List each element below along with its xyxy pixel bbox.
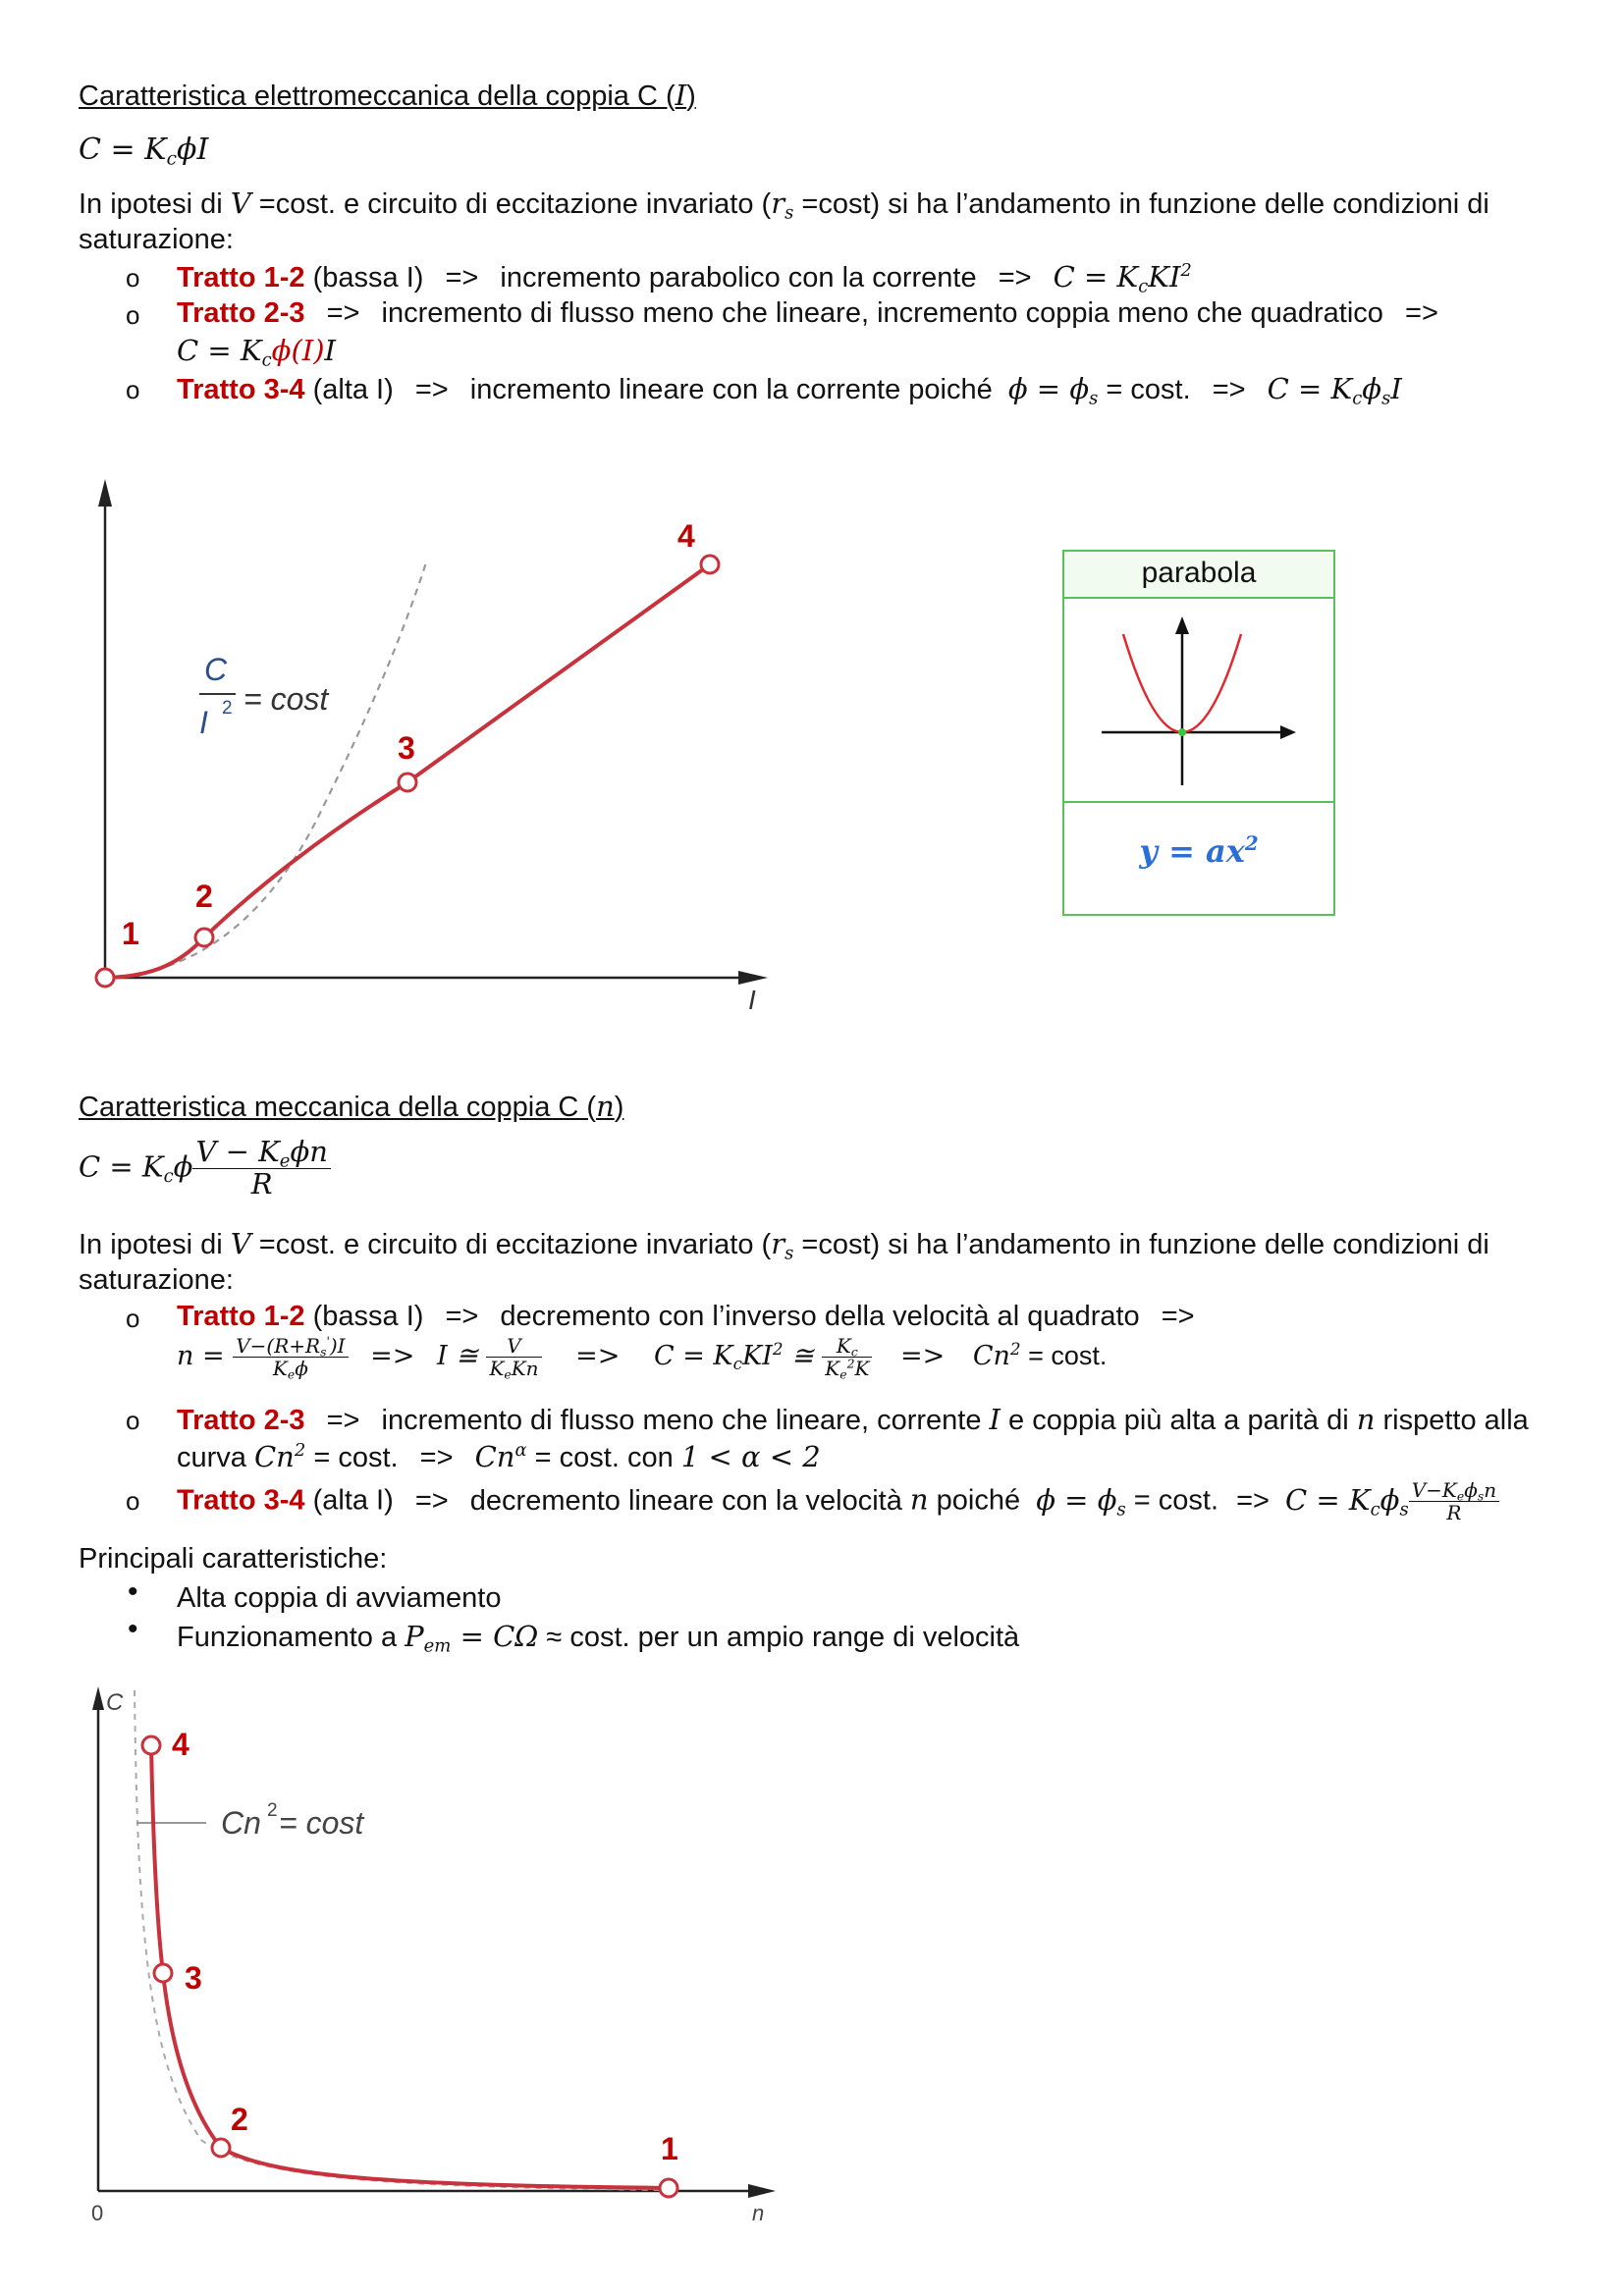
feature-2: Funzionamento a $P_{em} = C\Omega \approx \cos t$. per un ampio range di velocità	[177, 1620, 1020, 1657]
annot-exp: 2	[267, 1800, 278, 1821]
annot-num: C	[204, 652, 228, 687]
s2-item-1-formula: n = $\frac{V-(R+R_s')I}{K_e\phi}$ => I ≅ $\frac{V}{K_eKn}$ => $C = K_cKI^2$ ≅ $\frac{K_c}{K_e^2K}$ => $Cn^2 = \cos t$.	[177, 1333, 1108, 1382]
bullet-o: o	[126, 263, 140, 293]
bullet-dot: •	[128, 1575, 138, 1608]
bullet-o: o	[126, 1486, 140, 1516]
annot-eq: = cost	[243, 681, 329, 717]
s2-item-2-line2: curva $Cn^2 = \cos t$. => $Cn^\alpha = \cos t$. con 1 < α < 2	[177, 1440, 821, 1473]
parabola-title: parabola	[1064, 552, 1333, 599]
x-axis-2-arrow	[748, 2184, 776, 2198]
bullet-o: o	[126, 1406, 140, 1435]
label-3: 3	[185, 1960, 202, 1996]
s2-item-1: Tratto 1-2 (bassa I) => decremento con l’inverso della velocità al quadrato =>	[177, 1301, 1195, 1332]
label-1: 1	[122, 916, 139, 951]
section1-intro-line1: In ipotesi di V =cost. e circuito di eccitazione invariato $(r_s =\cos t)$ si ha l’andamento in funzione delle condizioni di	[79, 187, 1489, 224]
label-1: 1	[661, 2131, 678, 2166]
hyperbola-dashed	[135, 1690, 668, 2190]
x-axis-2-label: n	[752, 2201, 765, 2225]
section2-intro-line2: saturazione:	[79, 1264, 234, 1296]
features-title: Principali caratteristiche:	[79, 1543, 388, 1575]
label-4: 4	[677, 518, 695, 554]
annot-cn: Cn	[221, 1805, 261, 1841]
point-3	[154, 1964, 172, 1982]
s1-item-2-formula: $C = K_c\phi(I)I$	[177, 334, 336, 371]
annot-den: I	[199, 705, 208, 740]
bullet-o: o	[126, 300, 140, 330]
label-4: 4	[172, 1727, 189, 1762]
annot-den-exp: 2	[222, 698, 233, 719]
parabola-equation: $y = ax^2$	[1139, 831, 1259, 870]
section1-intro-line2: saturazione:	[79, 224, 234, 255]
s1-item-1: Tratto 1-2 (bassa I) => incremento parabolico con la corrente => $C = K_cKI^2$	[177, 260, 1192, 297]
y-axis-2-label: C	[106, 1689, 124, 1716]
bullet-dot: •	[128, 1613, 138, 1645]
y-axis-2-arrow	[92, 1686, 104, 1710]
s2-item-2: Tratto 2-3 => incremento di flusso meno che lineare, corrente I e coppia più alta a parità di n rispetto alla	[177, 1403, 1529, 1436]
point-4	[142, 1736, 160, 1754]
feature-1: Alta coppia di avviamento	[177, 1582, 502, 1614]
bullet-o: o	[126, 1304, 140, 1333]
x-axis-label: I	[748, 985, 756, 1015]
annot-cost: = cost	[279, 1805, 364, 1841]
label-2: 2	[195, 879, 213, 914]
bullet-o: o	[126, 375, 140, 404]
label-3: 3	[398, 730, 415, 766]
s1-item-2: Tratto 2-3 => incremento di flusso meno che lineare, incremento coppia meno che quadratico =>	[177, 297, 1438, 329]
section1-formula: $C = K_c\phi I$	[79, 133, 209, 170]
section2-intro-line1: In ipotesi di V =cost. e circuito di eccitazione invariato $(r_s =\cos t)$ si ha l’andamento in funzione delle condizioni di	[79, 1227, 1489, 1264]
label-2: 2	[231, 2102, 248, 2137]
point-1	[660, 2179, 677, 2197]
section2-title: Caratteristica meccanica della coppia C (n)	[79, 1090, 624, 1123]
section1-title: Caratteristica elettromeccanica della coppia C (I)	[79, 79, 696, 112]
s2-item-3: Tratto 3-4 (alta I) => decremento lineare con la velocità n poiché $\phi = \phi_s = \cos t$. => $C = K_c\phi_s$ $\frac{V-K_e\phi_sn}{R}$	[177, 1479, 1499, 1523]
point-2	[212, 2139, 230, 2157]
origin-label: 0	[91, 2201, 104, 2225]
s1-item-3: Tratto 3-4 (alta I) => incremento lineare con la corrente poiché $\phi = \phi_s = \cos t$. => $C = K_c\phi_sI$	[177, 372, 1402, 409]
section2-formula: $C = K_c\phi$ $\frac{V - K_e\phi n}{R}$	[79, 1137, 331, 1201]
